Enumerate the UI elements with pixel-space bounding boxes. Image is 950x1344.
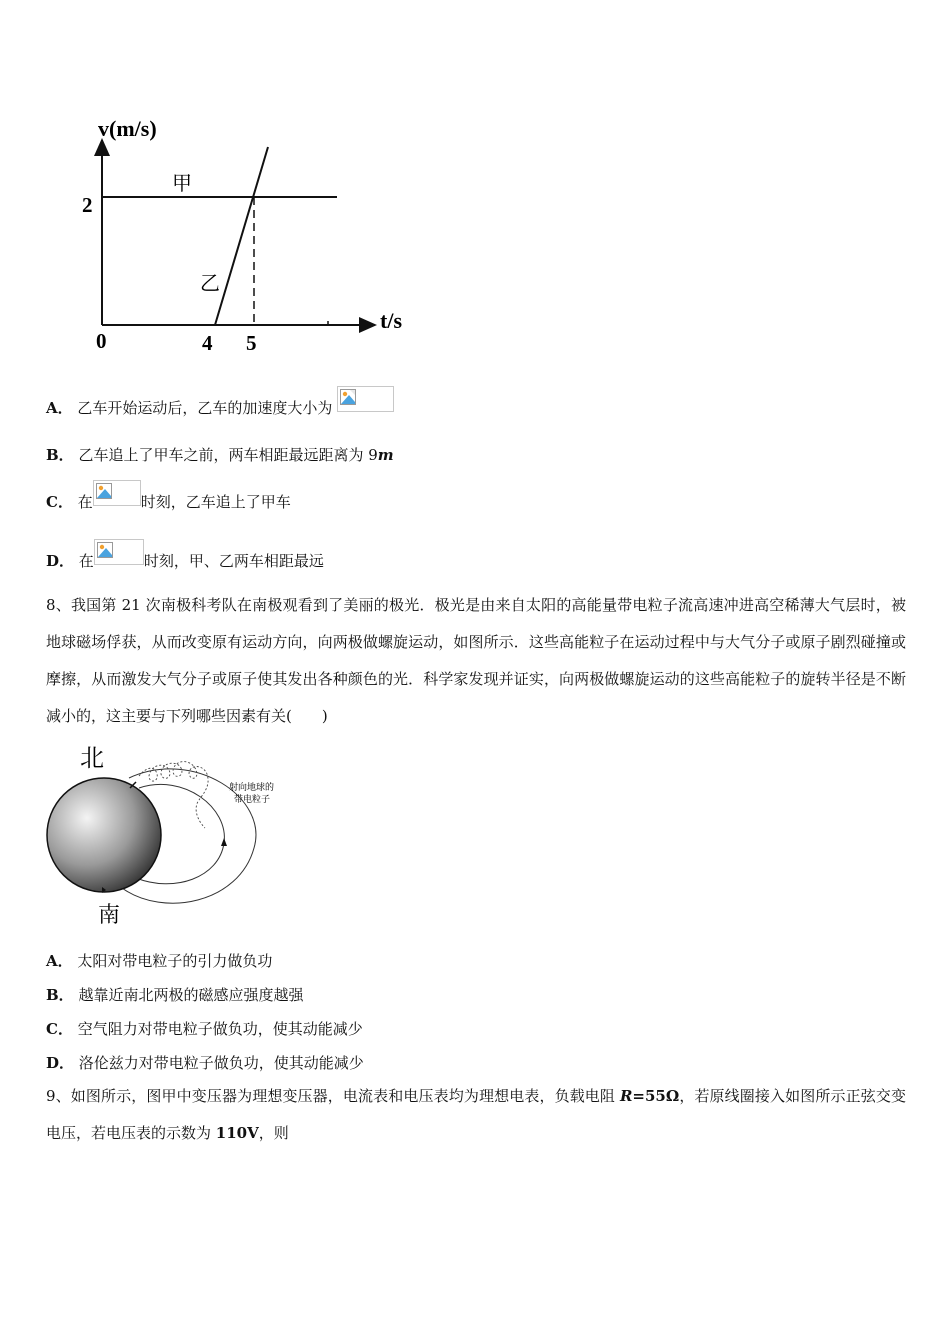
yi-label: 乙 (200, 271, 220, 295)
option-pre: 在 (78, 552, 94, 570)
question-number: 8、 (46, 596, 71, 614)
option-post: 时刻，乙车追上了甲车 (140, 493, 291, 511)
resistor-symbol: R (619, 1087, 633, 1105)
option-letter: C． (46, 1020, 73, 1038)
option-letter: B． (46, 986, 74, 1004)
particle-label: 射向地球的 (229, 783, 275, 793)
option-letter: D． (46, 552, 75, 570)
option-letter: A． (46, 952, 73, 970)
q7-option-a (46, 396, 394, 422)
option-letter: C． (46, 493, 73, 511)
formula-image (93, 480, 141, 506)
q9-question (46, 1078, 906, 1152)
origin-label: 0 (96, 329, 107, 353)
option-post: 时刻，甲、乙两车相距最远 (143, 552, 324, 570)
yi-line (215, 147, 268, 325)
vt-graph (60, 110, 420, 365)
y-tick-label: 2 (82, 193, 93, 217)
question-number: 9、 (46, 1087, 71, 1105)
option-pre: 在 (77, 493, 93, 511)
option-text: 空气阻力对带电粒子做负功，使其动能减少 (77, 1020, 363, 1038)
option-text: 乙车开始运动后，乙车的加速度大小为 (77, 399, 333, 417)
broken-image-icon (340, 389, 356, 405)
option-text: 越靠近南北两极的磁感应强度越强 (78, 986, 304, 1004)
q8-option-a (46, 950, 272, 971)
broken-image-icon (96, 483, 112, 499)
q8-option-b (46, 984, 303, 1005)
resistor-value: =55Ω (632, 1087, 680, 1105)
option-letter: D． (46, 1054, 75, 1072)
jia-label: 甲 (172, 171, 192, 195)
y-axis-label: v(m/s) (98, 116, 157, 141)
north-label: 北 (80, 744, 104, 772)
q7-option-d (46, 549, 324, 575)
formula-image (337, 386, 394, 412)
arrow-head (221, 838, 227, 846)
option-letter: B． (46, 446, 74, 464)
q8-question (46, 587, 906, 735)
particle-label: 带电粒子 (234, 795, 271, 805)
south-label: 南 (98, 903, 121, 928)
x-tick-label-5: 5 (246, 331, 257, 355)
formula-image (94, 539, 144, 565)
unit-m: m (377, 446, 394, 464)
earth (47, 778, 161, 892)
x-tick-label-4: 4 (202, 331, 213, 355)
question-text: ，若原线圈接入如图所示正弦交变电压，若电压表的示数为 (46, 1087, 906, 1142)
broken-image-icon (97, 542, 113, 558)
voltage-value: 110V (215, 1124, 259, 1142)
option-letter: A． (46, 399, 73, 417)
q8-option-c (46, 1018, 363, 1039)
question-text: ，则 (258, 1124, 289, 1142)
option-text: 太阳对带电粒子的引力做负功 (77, 952, 273, 970)
option-text: 洛伦兹力对带电粒子做负功，使其动能减少 (78, 1054, 364, 1072)
option-text: 乙车追上了甲车之前，两车相距最远距离为 9 (78, 446, 378, 464)
q8-option-d (46, 1052, 364, 1073)
x-axis-label: t/s (380, 308, 402, 333)
q7-option-b (46, 444, 394, 465)
question-text: 我国第 21 次南极科考队在南极观看到了美丽的极光．极光是由来自太阳的高能量带电粒子流高速冲进高空稀薄大气层时，被地球磁场俘获，从而改变原有运动方向，向两极做螺旋运动，如图所示．这些高能粒子在运动过程中与大气分子或原子剧烈碰撞或摩擦，从而激发大气分子或原子使其发出各种颜色的光．科学家发现并证实，向两极做螺旋运动的这些高能粒子的旋转半径是不断减小的，这主要与下列哪些因素有关( ) (46, 596, 906, 725)
earth-magnetic-figure (44, 738, 304, 928)
q7-option-c (46, 490, 291, 516)
question-text: 如图所示，图甲中变压器为理想变压器，电流表和电压表均为理想电表，负载电阻 (70, 1087, 620, 1105)
